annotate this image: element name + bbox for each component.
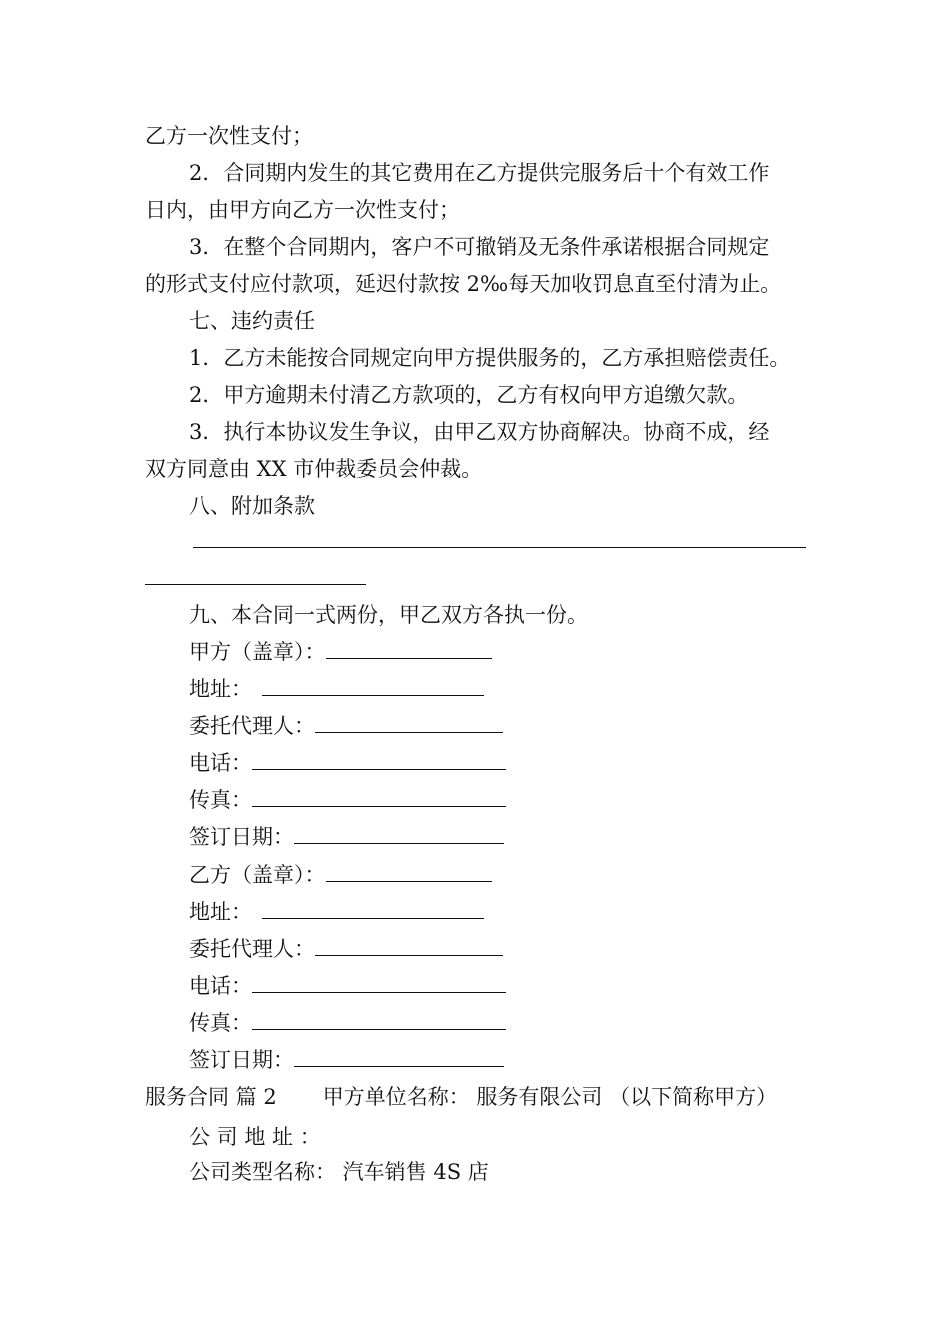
party-b-address-field [189, 898, 484, 926]
clause-7-1: 1．乙方未能按合同规定向甲方提供服务的，乙方承担赔偿责任。 [189, 346, 791, 370]
company-address: 公 司 地 址 ： [189, 1125, 321, 1149]
field-label: 签订日期： [189, 825, 294, 849]
party-a-address-field [189, 675, 484, 703]
party-b-date-field [189, 1046, 504, 1074]
signature-blank [315, 935, 503, 956]
field-label: 委托代理人： [189, 714, 315, 738]
field-label: 签订日期： [189, 1048, 294, 1072]
section-heading-8: 八、附加条款 [189, 494, 315, 518]
signature-blank [262, 675, 484, 696]
signature-blank [252, 972, 506, 993]
section-heading-7: 七、违约责任 [189, 309, 315, 333]
signature-blank [262, 898, 484, 919]
clause-7-2: 2．甲方逾期未付清乙方款项的，乙方有权向甲方追缴欠款。 [189, 383, 749, 407]
signature-blank [294, 1046, 504, 1067]
paragraph-line: 日内，由甲方向乙方一次性支付； [145, 198, 460, 222]
signature-blank [326, 861, 492, 882]
section-heading-9: 九、本合同一式两份，甲乙双方各执一份。 [189, 603, 588, 627]
field-label: 委托代理人： [189, 937, 315, 961]
signature-blank [294, 823, 504, 844]
field-label: 地址： [189, 677, 252, 701]
field-label: 乙方（盖章）： [189, 863, 326, 887]
signature-blank [326, 638, 492, 659]
field-label: 传真： [189, 788, 252, 812]
signature-blank [252, 786, 506, 807]
signature-blank [315, 712, 503, 733]
blank-line [193, 547, 806, 548]
party-a-date-field [189, 823, 504, 851]
company-type: 公司类型名称： 汽车销售 4S 店 [189, 1160, 489, 1184]
field-label: 电话： [189, 974, 252, 998]
contract-title: 服务合同 篇 2 [145, 1085, 277, 1109]
clause-6-3: 3．在整个合同期内，客户不可撤销及无条件承诺根据合同规定 [189, 235, 770, 259]
clause-7-3: 3．执行本协议发生争议，由甲乙双方协商解决。协商不成，经 [189, 420, 770, 444]
party-b-fax-field [189, 1009, 506, 1037]
party-a-agent-field [189, 712, 503, 740]
party-b-seal-field [189, 861, 492, 889]
paragraph-line: 乙方一次性支付； [145, 124, 313, 148]
paragraph-line: 的形式支付应付款项，延迟付款按 2‰每天加收罚息直至付清为止。 [145, 272, 782, 296]
clause-6-2: 2．合同期内发生的其它费用在乙方提供完服务后十个有效工作 [189, 161, 770, 185]
field-label: 电话： [189, 751, 252, 775]
party-a-fax-field [189, 786, 506, 814]
contract-2-heading [145, 1083, 777, 1111]
field-label: 地址： [189, 900, 252, 924]
paragraph-line: 双方同意由 XX 市仲裁委员会仲裁。 [145, 457, 483, 481]
blank-line [145, 584, 366, 585]
party-b-agent-field [189, 935, 503, 963]
field-label: 传真： [189, 1011, 252, 1035]
field-label: 甲方（盖章）： [189, 640, 326, 664]
party-b-phone-field [189, 972, 506, 1000]
signature-blank [252, 1009, 506, 1030]
signature-blank [252, 749, 506, 770]
party-a-seal-field [189, 638, 492, 666]
party-a-name: 甲方单位名称： 服务有限公司 （以下简称甲方） [322, 1085, 778, 1109]
party-a-phone-field [189, 749, 506, 777]
